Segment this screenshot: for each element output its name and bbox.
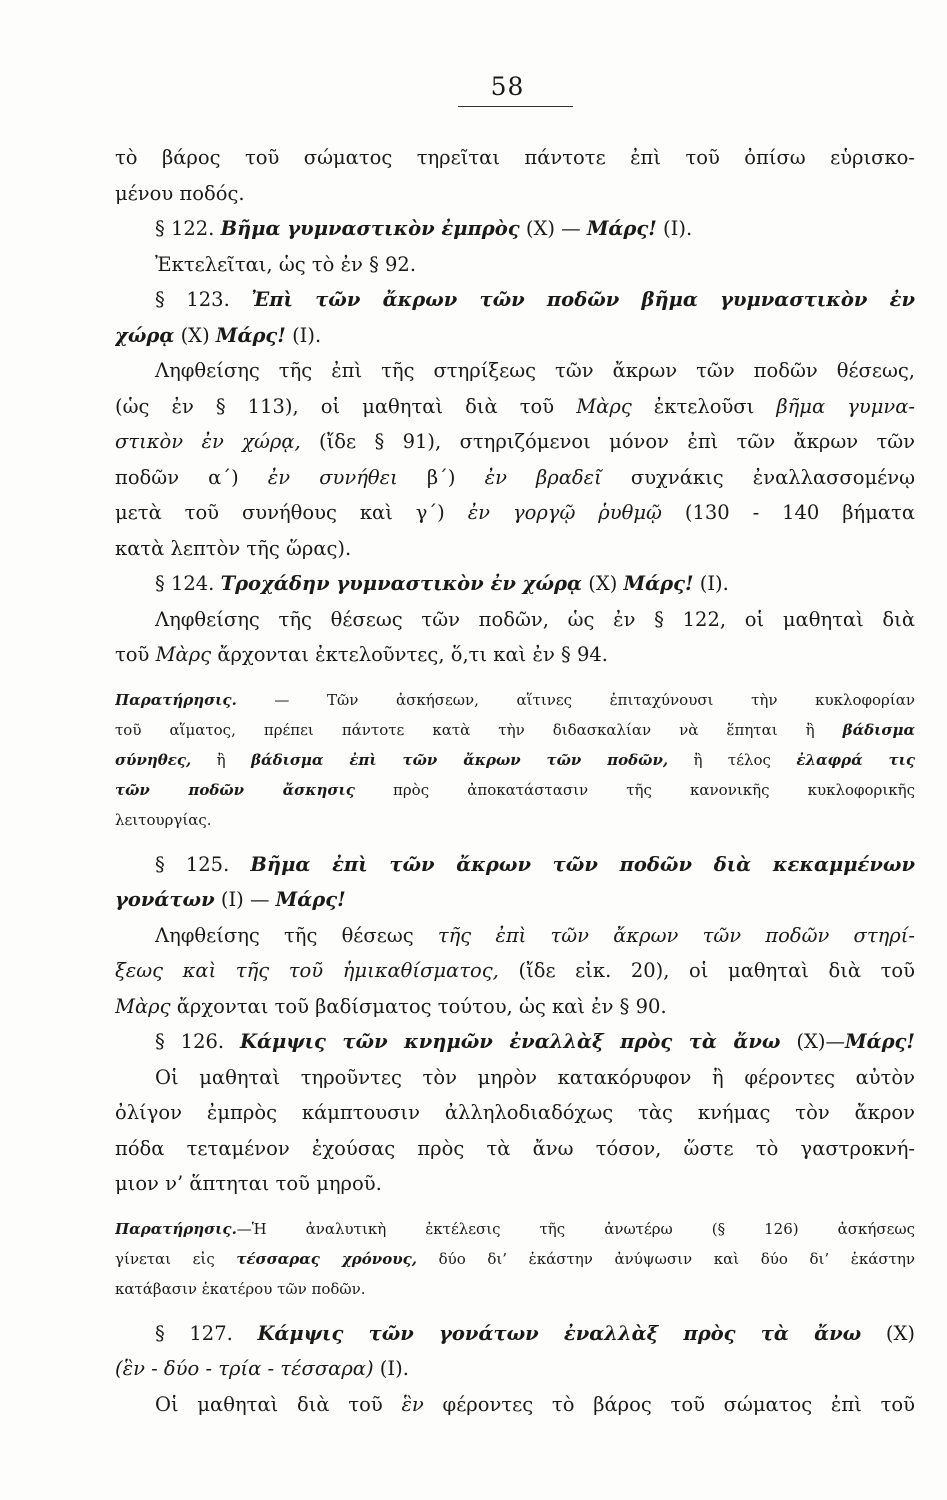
text-line xyxy=(115,140,915,176)
note-block xyxy=(115,1214,915,1304)
bold-italic-text: Τροχάδην γυμναστικὸν ἐν χώρᾳ xyxy=(220,572,583,595)
bold-italic-text: Κάμψις τῶν κνημῶν ἐναλλὰξ πρὸς τὰ ἄνω xyxy=(240,1030,781,1053)
text-segment: πόδα τεταμένον ἐχούσας πρὸς τὰ ἄνω τόσον, ὥστε τὸ γαστροκνή- xyxy=(115,1136,915,1160)
text-segment: ἄρχονται τοῦ βαδίσματος τούτου, ὡς καὶ ἐν § 90. xyxy=(170,994,667,1018)
bold-italic-text: Μάρς! xyxy=(275,888,346,911)
text-segment: (Χ) xyxy=(861,1321,915,1345)
text-segment: μετὰ τοῦ συνήθους καὶ γ΄) xyxy=(115,501,468,524)
text-segment: τὸ βάρος τοῦ σώματος τηρεῖται πάντοτε ἐπὶ τοῦ ὀπίσω εὑρισκο- xyxy=(115,146,915,169)
text-line xyxy=(115,1095,915,1131)
text-segment: τοῦ αἵματος, πρέπει πάντοτε κατὰ τὴν διδασκαλίαν νὰ ἕπηται ἢ xyxy=(115,720,843,739)
bold-italic-text: Βῆμα γυμναστικὸν ἐμπρὸς xyxy=(220,217,520,240)
italic-text: ξεως καὶ τῆς τοῦ ἡμικαθίσματος, xyxy=(115,959,499,982)
paragraph-block xyxy=(115,847,915,1202)
text-line xyxy=(115,495,915,531)
text-segment: β΄) xyxy=(397,465,485,489)
text-line xyxy=(115,1166,915,1202)
bold-italic-text: Μάρς! xyxy=(586,217,657,240)
bold-italic-text: Παρατήρησις. xyxy=(115,1219,237,1238)
paragraph-block xyxy=(115,140,915,673)
text-segment: ποδῶν α΄) xyxy=(115,465,268,489)
bold-italic-text: Μάρς! xyxy=(215,323,286,347)
bold-italic-text: γονάτων xyxy=(115,888,215,911)
text-segment: § 122. xyxy=(155,217,221,240)
note-line xyxy=(115,1244,915,1274)
text-segment: (Ι). xyxy=(693,572,729,595)
text-line xyxy=(115,1351,915,1387)
note-line xyxy=(115,775,915,805)
bold-italic-text: βάδισμα ἐπὶ τῶν ἄκρων τῶν ποδῶν, xyxy=(251,750,669,769)
text-segment: λειτουργίας. xyxy=(115,810,212,829)
italic-text: ἐν συνήθει xyxy=(267,465,398,489)
bold-italic-text: χώρᾳ xyxy=(115,323,175,347)
paragraph-block xyxy=(115,1316,915,1423)
italic-text: Μὰρς xyxy=(115,994,171,1018)
note-line xyxy=(115,805,915,835)
italic-text: (ἓν - δύο - τρία - τέσσαρα) xyxy=(115,1357,374,1380)
bold-italic-text: ἐλαφρά τις xyxy=(796,750,915,769)
text-line xyxy=(115,1316,915,1352)
text-segment: — Τῶν ἀσκήσεων, αἵτινες ἐπιταχύνουσι τὴν κυκλοφορίαν xyxy=(236,690,915,709)
bold-italic-text: βάδισμα xyxy=(842,720,915,739)
bold-italic-text: τῶν ποδῶν ἄσκησις xyxy=(115,780,355,799)
note-line xyxy=(115,1274,915,1304)
text-segment: Ληφθείσης τῆς θέσεως xyxy=(155,923,438,947)
bold-italic-text: Βῆμα ἐπὶ τῶν ἄκρων τῶν ποδῶν διὰ κεκαμμένων xyxy=(250,852,915,876)
bold-italic-text: τέσσαρας χρόνους, xyxy=(236,1249,417,1268)
text-line xyxy=(115,389,915,425)
text-segment: (Ι). xyxy=(285,323,322,347)
body-text xyxy=(115,140,915,1422)
text-segment: φέροντες τὸ βάρος τοῦ σώματος ἐπὶ τοῦ xyxy=(423,1392,915,1416)
bold-italic-text: σύνηθες, xyxy=(115,750,192,769)
italic-text: Μὰρς xyxy=(155,643,212,666)
text-segment: (Ι) — xyxy=(214,888,276,911)
text-segment: κατὰ λεπτὸν τῆς ὥρας). xyxy=(115,536,352,560)
text-line xyxy=(115,1131,915,1167)
text-line xyxy=(115,531,915,567)
text-line xyxy=(115,318,915,354)
text-segment: ἄρχονται ἐκτελοῦντες, ὅ,τι καὶ ἐν § 94. xyxy=(211,643,608,666)
text-segment: (Χ)— xyxy=(780,1030,845,1053)
italic-text: ἓν xyxy=(401,1392,424,1416)
text-segment: (Ι). xyxy=(656,217,693,240)
italic-text: στικὸν ἐν χώρᾳ, xyxy=(115,430,301,453)
text-line xyxy=(115,602,915,638)
text-line xyxy=(115,353,915,389)
text-segment: (Χ) — xyxy=(519,217,587,240)
text-line xyxy=(115,460,915,496)
text-segment: § 127. xyxy=(155,1321,258,1345)
italic-text: τῆς ἐπὶ τῶν ἄκρων τῶν ποδῶν στηρί- xyxy=(437,923,915,947)
text-segment: ἢ τέλος xyxy=(668,750,797,769)
text-line xyxy=(115,637,915,673)
text-segment: Οἱ μαθηταὶ τηροῦντες τὸν μηρὸν κατακόρυφον ἢ φέροντες αὐτὸν xyxy=(155,1065,915,1089)
text-segment: (Χ) xyxy=(582,572,624,595)
text-segment: (Χ) xyxy=(174,323,216,347)
text-line xyxy=(115,282,915,318)
text-segment: ὀλίγον ἐμπρὸς κάμπτουσιν ἀλληλοδιαδόχως τὰς κνήμας τὸν ἄκρον xyxy=(115,1101,915,1124)
text-line xyxy=(115,918,915,954)
text-segment: τοῦ xyxy=(115,643,156,666)
text-line xyxy=(115,424,915,460)
text-segment: § 125. xyxy=(155,852,251,876)
text-segment: (Ι). xyxy=(373,1357,409,1380)
text-segment: Ληφθείσης τῆς ἐπὶ τῆς στηρίξεως τῶν ἄκρων τῶν ποδῶν θέσεως, xyxy=(155,359,915,382)
note-line xyxy=(115,1214,915,1244)
text-segment: ἐκτελοῦσι xyxy=(631,394,777,418)
text-line xyxy=(115,176,915,212)
text-segment: μένου ποδός. xyxy=(115,181,245,205)
text-line xyxy=(115,1387,915,1423)
text-line xyxy=(115,247,915,283)
text-segment: γίνεται εἰς xyxy=(115,1249,237,1268)
text-segment: (ὡς ἐν § 113), οἱ μαθηταὶ διὰ τοῦ xyxy=(115,394,577,418)
italic-text: ἐν γοργῷ ῥυθμῷ xyxy=(467,501,662,524)
bold-italic-text: Παρατήρησις. xyxy=(115,690,237,709)
italic-text: ἐν βραδεῖ xyxy=(484,465,602,489)
bold-italic-text: Κάμψις τῶν γονάτων ἐναλλὰξ πρὸς τὰ ἄνω xyxy=(257,1321,862,1345)
text-segment: § 123. xyxy=(155,288,252,311)
text-segment: (ἴδε § 91), στηριζόμενοι μόνον ἐπὶ τῶν ἄκρων τῶν xyxy=(300,430,915,453)
text-segment: § 126. xyxy=(155,1030,240,1053)
text-line xyxy=(115,882,915,918)
text-segment: ἢ xyxy=(191,750,252,769)
text-segment: κατάβασιν ἑκατέρου τῶν ποδῶν. xyxy=(115,1279,366,1298)
text-line xyxy=(115,847,915,883)
text-segment: δύο δι’ ἑκάστην ἀνύψωσιν καὶ δύο δι’ ἑκάστην xyxy=(416,1249,915,1268)
text-line xyxy=(115,566,915,602)
note-line xyxy=(115,685,915,715)
text-segment: § 124. xyxy=(155,572,221,595)
italic-text: Μὰρς xyxy=(576,394,632,418)
note-line xyxy=(115,715,915,745)
bold-italic-text: Μάρς! xyxy=(623,572,694,595)
text-line xyxy=(115,211,915,247)
text-line xyxy=(115,989,915,1025)
bold-italic-text: Ἐπὶ τῶν ἄκρων τῶν ποδῶν βῆμα γυμναστικὸν ἐν xyxy=(251,288,915,311)
text-segment: μιον ν’ ἅπτηται τοῦ μηροῦ. xyxy=(115,1172,382,1195)
text-segment: Οἱ μαθηταὶ διὰ τοῦ xyxy=(155,1392,402,1416)
text-segment: Ληφθείσης τῆς θέσεως τῶν ποδῶν, ὡς ἐν § 122, οἱ μαθηταὶ διὰ xyxy=(155,607,915,631)
text-segment: Ἐκτελεῖται, ὡς τὸ ἐν § 92. xyxy=(155,252,417,276)
text-line xyxy=(115,1024,915,1060)
italic-text: βῆμα γυμνα- xyxy=(776,394,915,418)
text-segment: —Ἡ ἀναλυτικὴ ἐκτέλεσις τῆς ἀνωτέρω (§ 126) ἀσκήσεως xyxy=(236,1219,915,1238)
text-segment: πρὸς ἀποκατάστασιν τῆς κανονικῆς κυκλοφορικῆς xyxy=(354,780,915,799)
header-rule xyxy=(458,106,573,107)
text-line xyxy=(115,1060,915,1096)
text-line xyxy=(115,953,915,989)
text-segment: συχνάκις ἐναλλασσομένῳ xyxy=(601,465,915,489)
text-segment: (130 - 140 βήματα xyxy=(661,501,915,524)
note-block xyxy=(115,685,915,835)
bold-italic-text: Μάρς! xyxy=(845,1030,915,1053)
page-number: 58 xyxy=(490,72,525,101)
note-line xyxy=(115,745,915,775)
text-segment: (ἴδε εἰκ. 20), οἱ μαθηταὶ διὰ τοῦ xyxy=(498,959,915,982)
